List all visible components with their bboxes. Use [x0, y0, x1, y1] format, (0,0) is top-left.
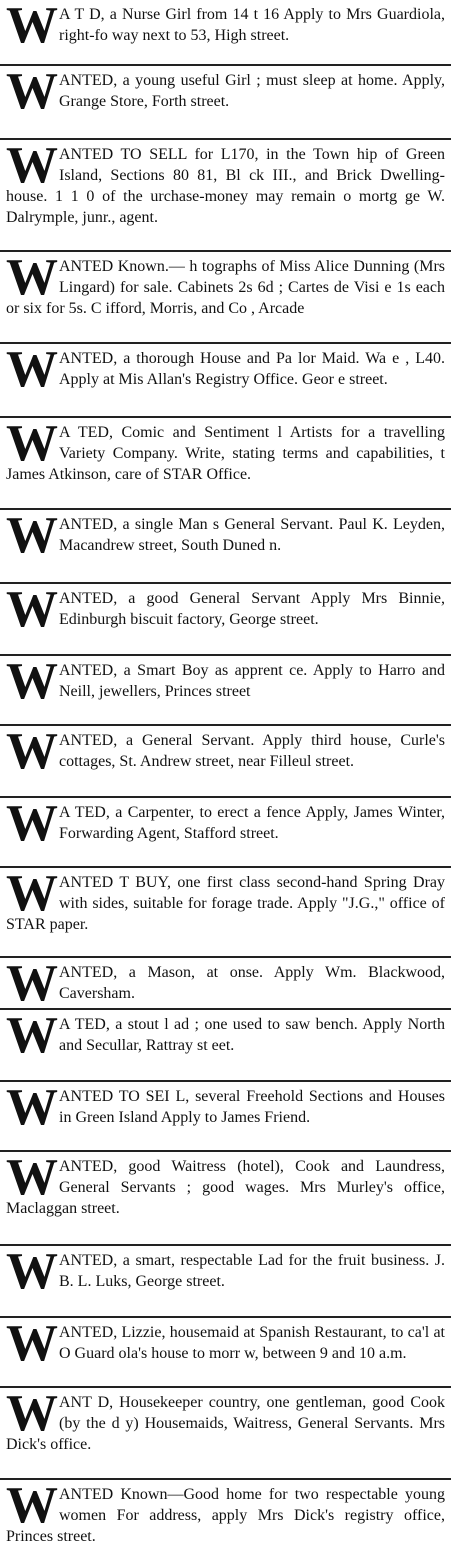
classified-ad-photographs [0, 250, 451, 342]
classified-ad-general-servant [0, 724, 451, 796]
ad-text: A T D, a Nurse Girl from 14 t 16 Apply to Mrs Guardiola, right-fo way next to 53, High street. [59, 6, 445, 44]
ad-text: ANTED, a thorough House and Pa lor Maid. Wa e , L40. Apply at Mis Allan's Registry Office. Geor e street. [59, 350, 445, 388]
drop-cap: W [6, 342, 56, 398]
drop-cap: W [6, 1244, 56, 1300]
ad-text: ANTED, a Smart Boy as apprent ce. Apply to Harro and Neill, jewellers, Princes street [59, 662, 445, 700]
ad-text: ANTED TO SELL for L170, in the Town hip of Green Island, Sections 80 81, Bl ck III., and Brick Dwelling-house. 1 1 0 of the urchase-money may remain o mortg ge W. Dalrymple, junr., agent. [6, 146, 445, 226]
ad-text: ANTED, a General Servant. Apply third house, Curle's cottages, St. Andrew street, near Filleul street. [59, 732, 445, 770]
drop-cap: W [6, 508, 56, 564]
drop-cap: W [6, 250, 56, 306]
classified-ad-smart-boy [0, 654, 451, 724]
drop-cap: W [6, 0, 56, 54]
drop-cap: W [6, 956, 56, 1008]
classified-ad-lizzie-housemaid [0, 1316, 451, 1386]
ad-text: ANTED Known—Good home for two respectable young women For address, apply Mrs Dick's registry office, Princes street. [6, 1486, 445, 1545]
drop-cap: W [6, 1008, 56, 1064]
ad-text: ANTED, a good General Servant Apply Mrs Binnie, Edinburgh biscuit factory, George street. [59, 590, 445, 628]
ad-text: ANTED Known.— h tographs of Miss Alice Dunning (Mrs Lingard) for sale. Cabinets 2s 6d ; Cartes de Visi e 1s each or six for 5s. C ifford, Morris, and Co , Arcade [6, 258, 445, 317]
classified-ad-green-island-sale [0, 138, 451, 250]
drop-cap: W [6, 654, 56, 710]
ad-text: ANTED T BUY, one first class second-hand Spring Dray with sides, suitable for forage trade. Apply "J.G.," office of STAR paper. [6, 874, 445, 933]
ad-text: ANTED, a single Man s General Servant. Paul K. Leyden, Macandrew street, South Duned n. [59, 516, 445, 554]
classified-ad-spring-dray [0, 866, 451, 956]
classified-ad-useful-girl [0, 64, 451, 138]
ad-text: ANTED, a Mason, at onse. Apply Wm. Blackwood, Caversham. [59, 964, 445, 1002]
ad-text: ANTED, Lizzie, housemaid at Spanish Restaurant, to ca'l at O Guard ola's house to morr w, between 9 and 10 a.m. [59, 1324, 445, 1362]
classified-ad-good-home [0, 1478, 451, 1560]
ad-text: A TED, Comic and Sentiment l Artists for a travelling Variety Company. Write, stating terms and capabilities, t James Atkinson, care of STAR Office. [6, 424, 445, 483]
classified-ad-carpenter [0, 796, 451, 866]
drop-cap: W [6, 1478, 56, 1534]
classified-ad-single-man [0, 508, 451, 582]
drop-cap: W [6, 416, 56, 472]
drop-cap: W [6, 1386, 56, 1442]
classified-ad-waitress-cook [0, 1150, 451, 1244]
classified-ad-fruit-lad [0, 1244, 451, 1316]
classified-ad-freehold-sections [0, 1080, 451, 1150]
ad-text: ANTED TO SEI L, several Freehold Sections and Houses in Green Island Apply to James Friend. [59, 1088, 445, 1126]
ad-text: ANT D, Housekeeper country, one gentleman, good Cook (by the d y) Housemaids, Waitress, General Servants. Mrs Dick's office. [6, 1394, 445, 1453]
drop-cap: W [6, 724, 56, 780]
drop-cap: W [6, 138, 56, 194]
classified-ad-nurse-girl [0, 0, 451, 64]
drop-cap: W [6, 64, 56, 120]
ad-text: ANTED, good Waitress (hotel), Cook and Laundress, General Servants ; good wages. Mrs Murley's office, Maclaggan street. [6, 1158, 445, 1217]
drop-cap: W [6, 1150, 56, 1206]
classified-ad-housekeeper [0, 1386, 451, 1478]
ad-text: ANTED, a smart, respectable Lad for the fruit business. J. B. L. Luks, George street. [59, 1252, 445, 1290]
ad-text: A TED, a Carpenter, to erect a fence Apply, James Winter, Forwarding Agent, Stafford street. [59, 804, 445, 842]
drop-cap: W [6, 1080, 56, 1136]
classified-ad-mason [0, 956, 451, 1008]
drop-cap: W [6, 866, 56, 922]
drop-cap: W [6, 582, 56, 638]
classified-ad-variety-artists [0, 416, 451, 508]
classified-ad-binnie-servant [0, 582, 451, 654]
classified-ad-stout-lad [0, 1008, 451, 1080]
ad-text: A TED, a stout l ad ; one used to saw bench. Apply North and Secullar, Rattray st eet. [59, 1016, 445, 1054]
classified-ad-parlour-maid [0, 342, 451, 416]
drop-cap: W [6, 796, 56, 852]
ad-text: ANTED, a young useful Girl ; must sleep at home. Apply, Grange Store, Forth street. [59, 72, 445, 110]
drop-cap: W [6, 1316, 56, 1372]
